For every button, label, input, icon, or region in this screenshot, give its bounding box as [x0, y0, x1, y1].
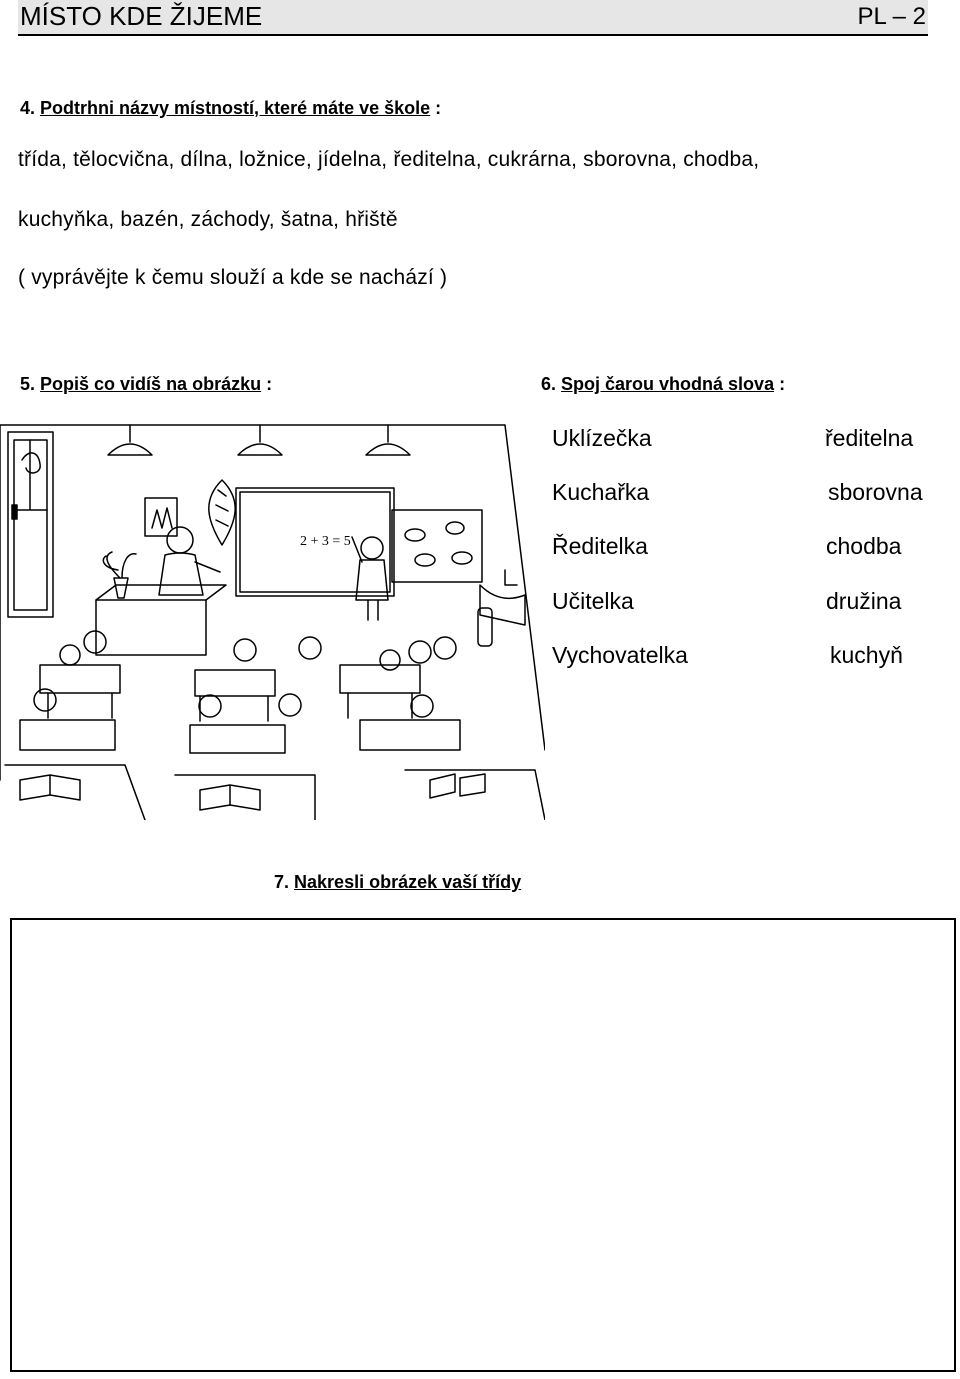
- match-left-2: Kuchařka: [552, 479, 650, 505]
- question-5-heading: [20, 374, 272, 395]
- question-6-colon: :: [774, 374, 786, 394]
- question-4-number: 4.: [20, 98, 36, 118]
- pupil-desks: [5, 665, 545, 820]
- match-left-5: Vychovatelka: [552, 642, 688, 668]
- match-right-4: družina: [826, 588, 902, 614]
- match-right-2: sborovna: [828, 479, 923, 505]
- question-4-title: Podtrhni názvy místností, které máte ve škole: [40, 98, 431, 118]
- question-4-heading: [20, 98, 441, 119]
- question-5-number: 5.: [20, 374, 36, 394]
- question-7-number: 7.: [274, 872, 290, 892]
- match-right-3: chodba: [826, 533, 902, 559]
- drawing-area[interactable]: [10, 918, 956, 1372]
- teacher-desk: [96, 600, 206, 655]
- match-left-1: Uklízečka: [552, 425, 652, 451]
- question-5-title: Popiš co vidíš na obrázku: [40, 374, 262, 394]
- birds-poster: [392, 510, 482, 582]
- question-6-number: 6.: [541, 374, 557, 394]
- blackboard-text: 2 + 3 = 5: [300, 534, 351, 549]
- rooms-line-2: kuchyňka, bazén, záchody, šatna, hřiště: [18, 208, 398, 231]
- match-right-1: ředitelna: [825, 425, 914, 451]
- sink: [480, 570, 525, 625]
- match-right-5: kuchyň: [830, 642, 903, 668]
- question-7-heading: [274, 872, 521, 893]
- question-6-title: Spoj čarou vhodná slova: [561, 374, 775, 394]
- question-7-title: Nakresli obrázek vaší třídy: [294, 872, 522, 892]
- question-5-colon: :: [261, 374, 273, 394]
- worksheet-code: PL – 2: [857, 3, 926, 30]
- match-left-3: Ředitelka: [552, 533, 648, 559]
- question-4-colon: :: [430, 98, 442, 118]
- match-left-4: Učitelka: [552, 588, 634, 614]
- open-books: [20, 774, 485, 810]
- ceiling-lamps: [108, 425, 410, 455]
- question-6-heading: [541, 374, 785, 395]
- classroom-illustration: [0, 420, 545, 820]
- pupil-at-board: [361, 537, 383, 559]
- hanging-plant: [209, 480, 235, 545]
- worksheet-title: MÍSTO KDE ŽIJEME: [20, 1, 263, 31]
- rooms-instruction: ( vyprávějte k čemu slouží a kde se nachází ): [18, 266, 448, 289]
- rooms-line-1: třída, tělocvična, dílna, ložnice, jídelna, ředitelna, cukrárna, sborovna, chodba,: [18, 148, 760, 171]
- seated-pupils: [34, 631, 456, 717]
- teacher-figure: [167, 527, 193, 553]
- worksheet-header: [18, 0, 928, 36]
